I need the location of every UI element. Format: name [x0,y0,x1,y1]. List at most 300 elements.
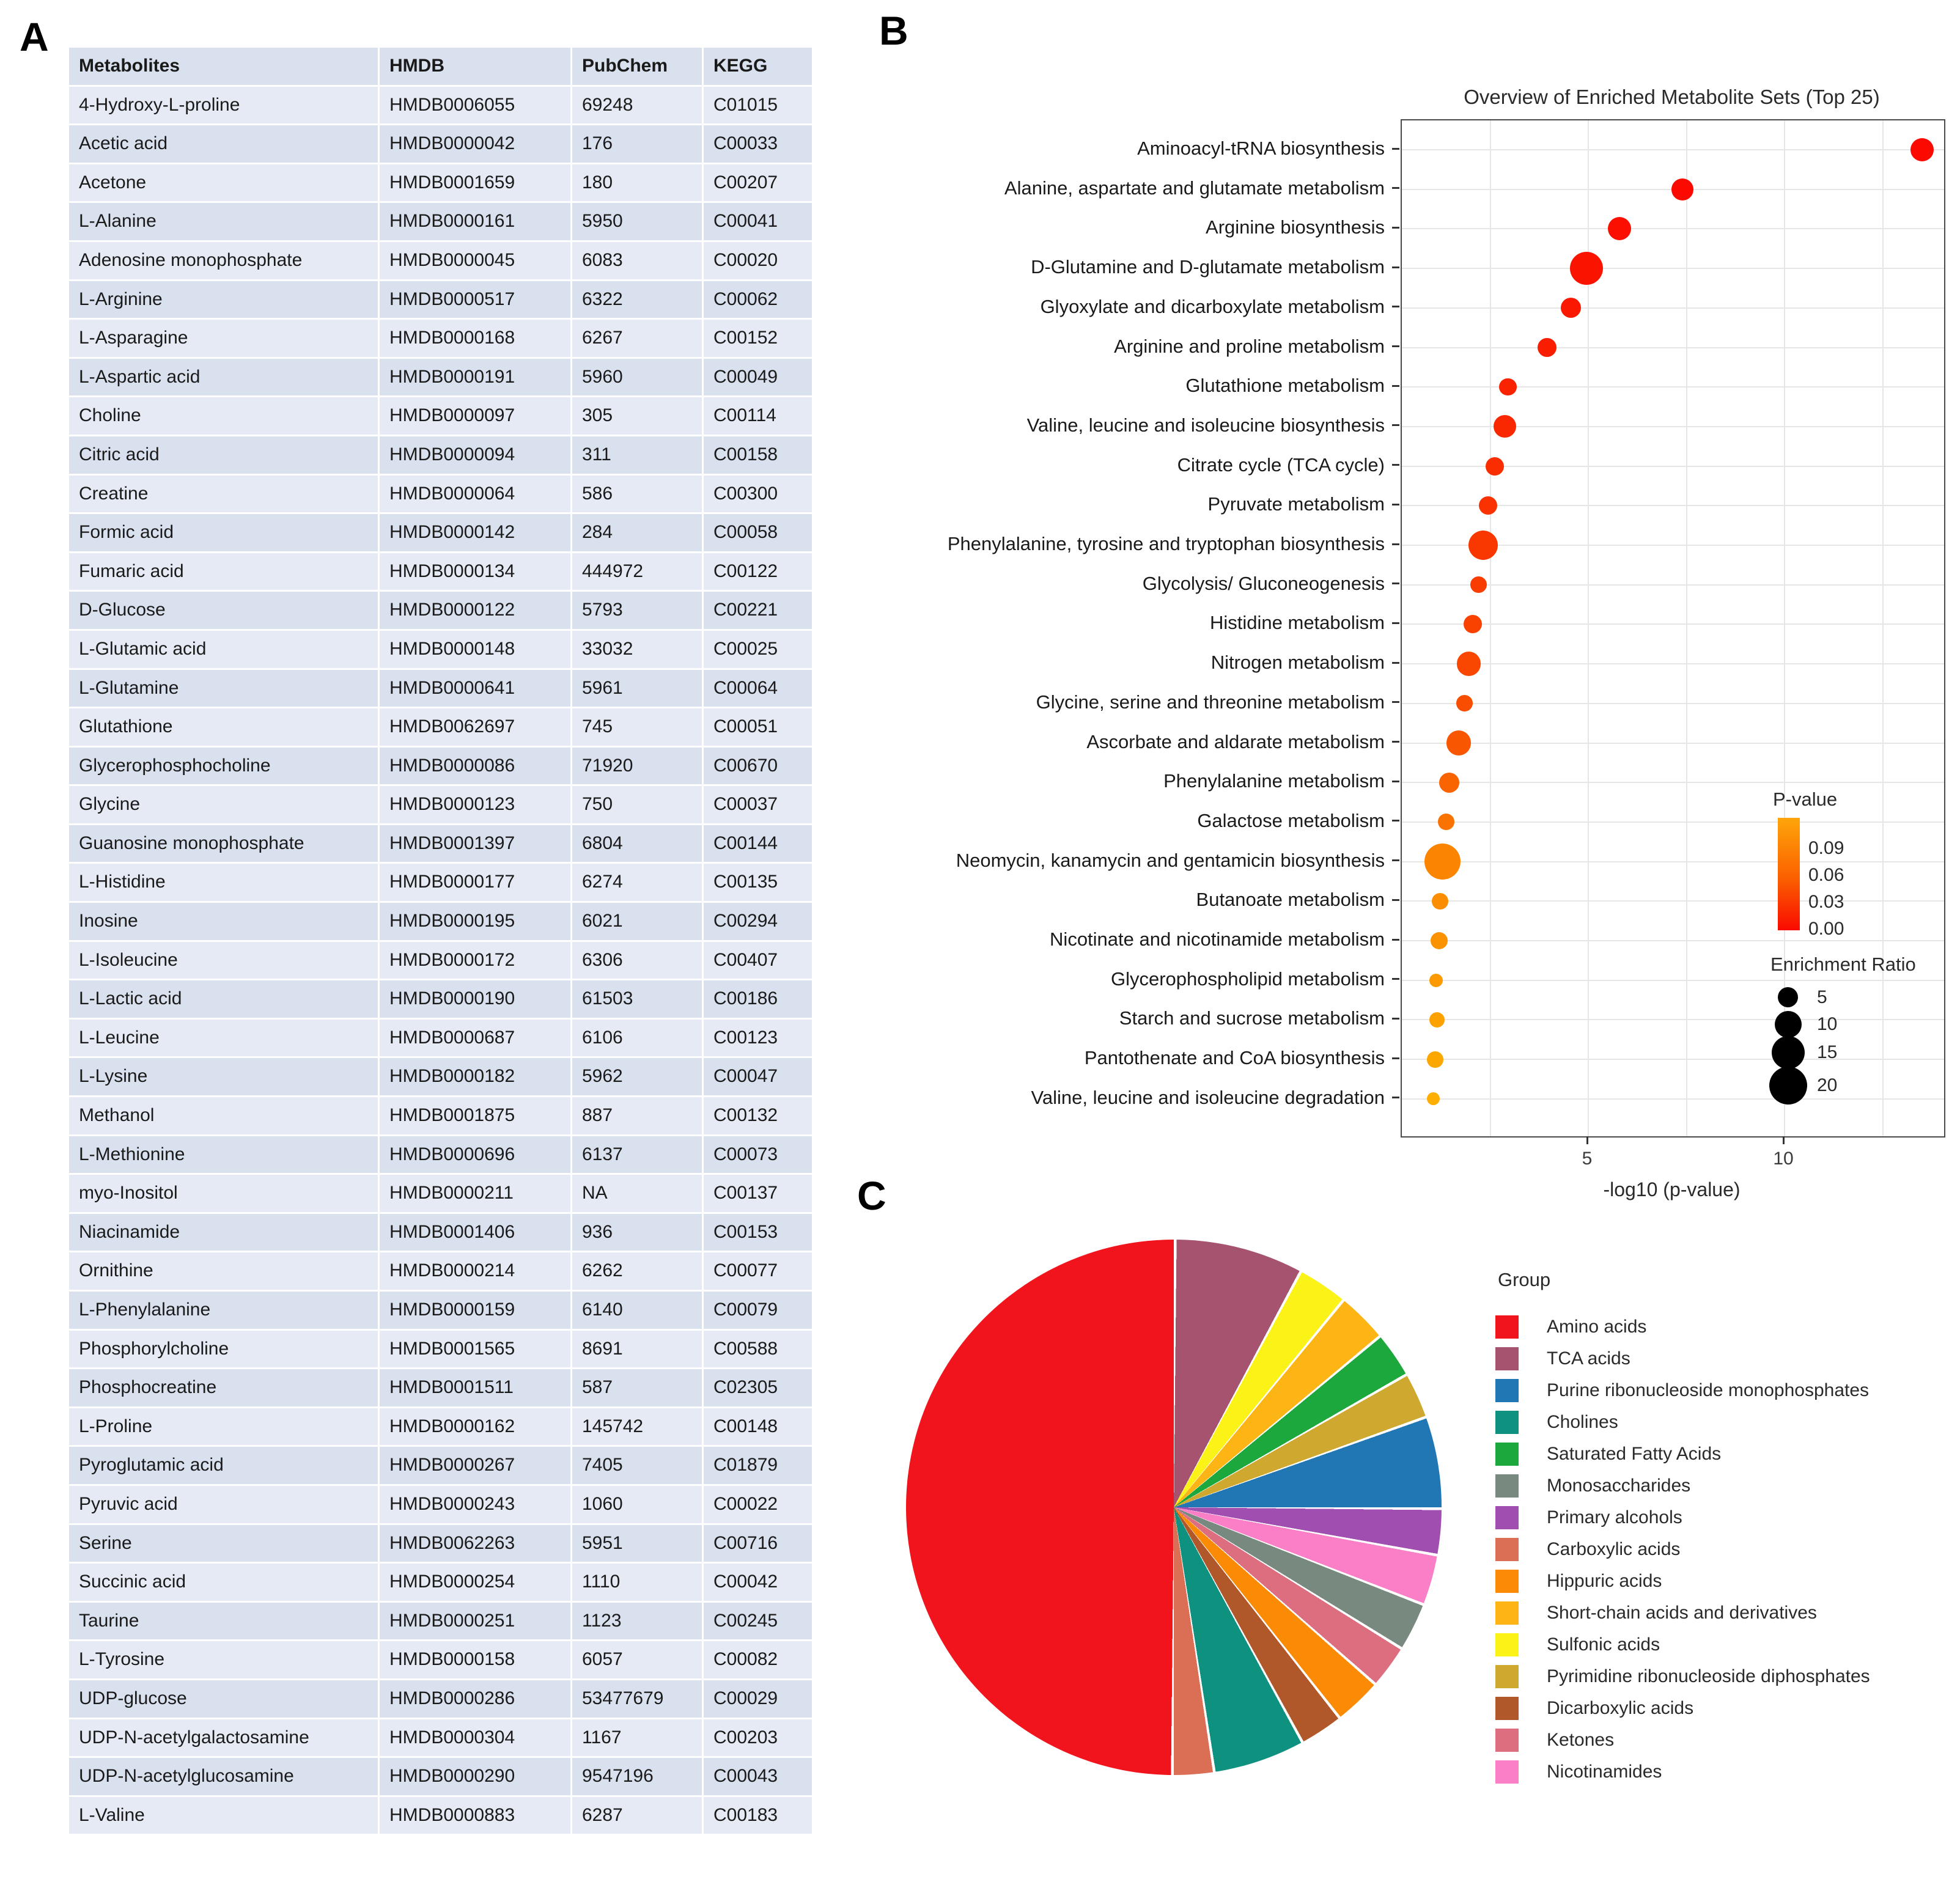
y-axis-tick [1392,859,1399,861]
x-axis-tick-label: 10 [1773,1149,1794,1169]
table-row-30-col-1: Niacinamide [69,1214,378,1251]
table-row-26-col-4: C00047 [704,1058,812,1095]
table-row-42-col-1: UDP-glucose [69,1680,378,1718]
table-row-2-col-2: HMDB0000042 [380,125,570,163]
y-axis-label: Phenylalanine metabolism [1163,770,1385,792]
pie-legend-label: Hippuric acids [1547,1571,1662,1591]
table-row-29-col-2: HMDB0000211 [380,1175,570,1212]
dotplot-title: Overview of Enriched Metabolite Sets (Top 25) [1464,86,1880,108]
table-row-26-col-1: L-Lysine [69,1058,378,1095]
y-axis-tick [1392,1057,1399,1059]
table-row-21-col-4: C00135 [704,864,812,901]
dotplot-plot-area [1401,119,1945,1138]
y-axis-label: Valine, leucine and isoleucine degradation [1031,1086,1385,1108]
table-row-43-col-4: C00203 [704,1719,812,1757]
gridline-v [1882,120,1884,1136]
table-row-41-col-4: C00082 [704,1641,812,1678]
y-axis-label: Glyoxylate and dicarboxylate metabolism [1040,295,1385,317]
pie-legend-swatch [1495,1506,1519,1529]
table-row-26-col-3: 5962 [572,1058,702,1095]
y-axis-label: Butanoate metabolism [1196,889,1385,911]
pie-legend-swatch [1495,1474,1519,1498]
table-row-11-col-4: C00300 [704,476,812,513]
table-row-10-col-4: C00158 [704,436,812,474]
gridline-h [1402,782,1944,783]
y-axis-tick [1392,701,1399,703]
pie-legend-label: Short-chain acids and derivatives [1547,1603,1817,1623]
pie-chart [906,1240,1442,1775]
table-row-11-col-3: 586 [572,476,702,513]
pie-legend-swatch [1495,1633,1519,1656]
table-row-36-col-3: 7405 [572,1447,702,1484]
table-row-7-col-1: L-Asparagine [69,320,378,357]
pie-legend-swatch [1495,1411,1519,1434]
table-row-33-col-3: 8691 [572,1331,702,1368]
table-row-8-col-3: 5960 [572,359,702,396]
table-row-34-col-2: HMDB0001511 [380,1369,570,1406]
table-row-4-col-2: HMDB0000161 [380,203,570,240]
x-axis-tick-label: 5 [1582,1149,1593,1169]
table-row-30-col-4: C00153 [704,1214,812,1251]
y-axis-label: Citrate cycle (TCA cycle) [1177,454,1385,476]
y-axis-tick [1392,385,1399,387]
table-row-43-col-1: UDP-N-acetylgalactosamine [69,1719,378,1757]
enrichment-ratio-legend-label: 15 [1817,1042,1838,1062]
table-row-42-col-4: C00029 [704,1680,812,1718]
table-row-38-col-3: 5951 [572,1525,702,1562]
table-row-25-col-4: C00123 [704,1020,812,1057]
table-row-8-col-2: HMDB0000191 [380,359,570,396]
table-row-11-col-2: HMDB0000064 [380,476,570,513]
table-row-29-col-4: C00137 [704,1175,812,1212]
table-row-35-col-3: 145742 [572,1408,702,1446]
table-row-5-col-3: 6083 [572,242,702,279]
data-point-24 [1427,1051,1443,1068]
table-row-38-col-1: Serine [69,1525,378,1562]
pie-legend-label: Pyrimidine ribonucleoside diphosphates [1547,1666,1870,1686]
gridline-h [1402,1098,1944,1100]
gridline-v [1490,120,1491,1136]
data-point-18 [1438,814,1454,830]
y-axis-tick [1392,820,1399,822]
x-axis-tick [1783,1136,1785,1144]
y-axis-label: Pyruvate metabolism [1207,493,1385,515]
y-axis-label: D-Glutamine and D-glutamate metabolism [1031,256,1385,278]
table-row-9-col-1: Choline [69,397,378,435]
table-row-4-col-1: L-Alanine [69,203,378,240]
data-point-5 [1561,298,1581,318]
gridline-h [1402,307,1944,309]
table-row-3-col-4: C00207 [704,164,812,202]
gridline-v [1784,120,1785,1136]
table-row-13-col-1: Fumaric acid [69,553,378,590]
y-axis-tick [1392,741,1399,743]
gridline-h [1402,663,1944,664]
y-axis-tick [1392,306,1399,307]
pie-legend-label: Saturated Fatty Acids [1547,1444,1722,1464]
table-row-43-col-3: 1167 [572,1719,702,1757]
x-axis-tick [1586,1136,1588,1144]
table-row-6-col-4: C00062 [704,281,812,318]
table-row-40-col-2: HMDB0000251 [380,1603,570,1640]
table-row-41-col-3: 6057 [572,1641,702,1678]
table-header-pubchem: PubChem [572,48,702,85]
y-axis-label: Aminoacyl-tRNA biosynthesis [1137,138,1385,159]
table-row-41-col-2: HMDB0000158 [380,1641,570,1678]
table-row-5-col-1: Adenosine monophosphate [69,242,378,279]
table-row-21-col-3: 6274 [572,864,702,901]
table-row-13-col-4: C00122 [704,553,812,590]
y-axis-label: Glutathione metabolism [1185,375,1385,397]
table-row-35-col-1: L-Proline [69,1408,378,1446]
table-row-25-col-3: 6106 [572,1020,702,1057]
data-point-4 [1570,252,1603,285]
pie-legend-swatch [1495,1379,1519,1402]
table-row-34-col-3: 587 [572,1369,702,1406]
table-row-15-col-3: 33032 [572,631,702,668]
pie-legend-swatch [1495,1601,1519,1625]
gridline-h [1402,1019,1944,1020]
table-row-10-col-3: 311 [572,436,702,474]
table-row-24-col-4: C00186 [704,980,812,1018]
table-row-2-col-4: C00033 [704,125,812,163]
table-row-15-col-2: HMDB0000148 [380,631,570,668]
table-row-17-col-3: 745 [572,708,702,746]
table-row-6-col-2: HMDB0000517 [380,281,570,318]
table-row-20-col-3: 6804 [572,825,702,862]
data-point-17 [1439,773,1459,793]
table-row-28-col-3: 6137 [572,1136,702,1174]
table-header-metabolites: Metabolites [69,48,378,85]
table-row-37-col-3: 1060 [572,1486,702,1523]
y-axis-tick [1392,148,1399,150]
y-axis-label: Histidine metabolism [1210,612,1385,634]
table-row-28-col-2: HMDB0000696 [380,1136,570,1174]
enrichment-ratio-legend-title: Enrichment Ratio [1770,954,1916,975]
table-row-19-col-1: Glycine [69,786,378,823]
table-row-3-col-1: Acetone [69,164,378,202]
y-axis-tick [1392,464,1399,466]
table-row-40-col-4: C00245 [704,1603,812,1640]
table-row-9-col-2: HMDB0000097 [380,397,570,435]
table-row-35-col-2: HMDB0000162 [380,1408,570,1446]
table-row-23-col-2: HMDB0000172 [380,942,570,979]
table-row-1-col-2: HMDB0006055 [380,87,570,124]
enrichment-ratio-legend-label: 20 [1817,1075,1838,1095]
table-row-42-col-2: HMDB0000286 [380,1680,570,1718]
table-row-32-col-1: L-Phenylalanine [69,1292,378,1329]
table-row-7-col-2: HMDB0000168 [380,320,570,357]
dotplot-x-axis-label: -log10 (p-value) [1603,1178,1741,1200]
y-axis-label: Nitrogen metabolism [1210,652,1385,674]
y-axis-tick [1392,662,1399,664]
pie-legend-label: TCA acids [1547,1348,1630,1369]
pie-legend-swatch [1495,1443,1519,1466]
table-row-31-col-1: Ornithine [69,1252,378,1290]
pie-legend-label: Dicarboxylic acids [1547,1698,1694,1718]
pie-legend-label: Amino acids [1547,1317,1647,1337]
y-axis-label: Alanine, aspartate and glutamate metabolism [1004,177,1385,199]
table-row-32-col-4: C00079 [704,1292,812,1329]
table-row-26-col-2: HMDB0000182 [380,1058,570,1095]
table-row-25-col-1: L-Leucine [69,1020,378,1057]
gridline-h [1402,861,1944,862]
panel-b-label: B [879,8,908,53]
table-row-38-col-2: HMDB0062263 [380,1525,570,1562]
table-row-37-col-1: Pyruvic acid [69,1486,378,1523]
table-row-45-col-4: C00183 [704,1797,812,1834]
table-row-19-col-3: 750 [572,786,702,823]
pvalue-legend-label: 0.06 [1808,865,1844,885]
table-row-17-col-2: HMDB0062697 [380,708,570,746]
table-header-kegg: KEGG [704,48,812,85]
table-row-27-col-1: Methanol [69,1097,378,1134]
table-row-23-col-4: C00407 [704,942,812,979]
table-row-9-col-3: 305 [572,397,702,435]
y-axis-label: Arginine biosynthesis [1206,216,1385,238]
gridline-h [1402,743,1944,744]
gridline-h [1402,822,1944,823]
y-axis-tick [1392,899,1399,901]
table-row-44-col-4: C00043 [704,1758,812,1795]
table-row-19-col-4: C00037 [704,786,812,823]
table-row-13-col-2: HMDB0000134 [380,553,570,590]
gridline-h [1402,268,1944,269]
table-row-18-col-4: C00670 [704,748,812,785]
data-point-25 [1427,1092,1440,1105]
table-row-30-col-3: 936 [572,1214,702,1251]
table-row-38-col-4: C00716 [704,1525,812,1562]
table-row-28-col-1: L-Methionine [69,1136,378,1174]
table-row-34-col-4: C02305 [704,1369,812,1406]
table-row-24-col-1: L-Lactic acid [69,980,378,1018]
table-row-39-col-1: Succinic acid [69,1564,378,1601]
table-row-24-col-3: 61503 [572,980,702,1018]
table-row-15-col-1: L-Glutamic acid [69,631,378,668]
y-axis-tick [1392,781,1399,782]
enrichment-ratio-legend-dot [1772,1036,1805,1069]
table-row-1-col-4: C01015 [704,87,812,124]
data-point-10 [1479,496,1497,515]
table-row-7-col-3: 6267 [572,320,702,357]
table-row-33-col-2: HMDB0001565 [380,1331,570,1368]
data-point-2 [1671,178,1693,200]
table-row-19-col-2: HMDB0000123 [380,786,570,823]
y-axis-tick [1392,187,1399,189]
data-point-12 [1470,576,1487,593]
pvalue-legend-title: P-value [1773,788,1838,810]
table-row-14-col-3: 5793 [572,592,702,629]
pie-legend-label: Primary alcohols [1547,1507,1682,1527]
gridline-v [1686,120,1687,1136]
enrichment-ratio-legend-label: 10 [1817,1014,1838,1034]
table-row-29-col-3: NA [572,1175,702,1212]
table-row-31-col-2: HMDB0000214 [380,1252,570,1290]
y-axis-label: Starch and sucrose metabolism [1119,1007,1385,1029]
y-axis-label: Neomycin, kanamycin and gentamicin biosynthesis [956,849,1385,871]
y-axis-tick [1392,424,1399,426]
pie-legend-label: Cholines [1547,1412,1618,1432]
table-row-6-col-1: L-Arginine [69,281,378,318]
table-row-33-col-1: Phosphorylcholine [69,1331,378,1368]
data-point-15 [1456,695,1473,711]
pie-legend-label: Nicotinamides [1547,1762,1662,1782]
table-row-5-col-2: HMDB0000045 [380,242,570,279]
table-row-10-col-2: HMDB0000094 [380,436,570,474]
table-row-23-col-1: L-Isoleucine [69,942,378,979]
pie-legend-swatch [1495,1315,1519,1339]
table-row-18-col-3: 71920 [572,748,702,785]
table-row-16-col-1: L-Glutamine [69,670,378,707]
pie-legend-label: Sulfonic acids [1547,1634,1660,1655]
enrichment-ratio-legend-dot [1769,1067,1807,1105]
table-header-hmdb: HMDB [380,48,570,85]
table-row-45-col-2: HMDB0000883 [380,1797,570,1834]
table-row-41-col-1: L-Tyrosine [69,1641,378,1678]
table-row-32-col-2: HMDB0000159 [380,1292,570,1329]
data-point-8 [1494,415,1516,438]
table-row-21-col-2: HMDB0000177 [380,864,570,901]
table-row-20-col-1: Guanosine monophosphate [69,825,378,862]
table-row-29-col-1: myo-Inositol [69,1175,378,1212]
y-axis-tick [1392,978,1399,980]
table-row-42-col-3: 53477679 [572,1680,702,1718]
y-axis-tick [1392,543,1399,545]
table-row-25-col-2: HMDB0000687 [380,1020,570,1057]
pie-legend-label: Purine ribonucleoside monophosphates [1547,1380,1870,1400]
table-row-37-col-2: HMDB0000243 [380,1486,570,1523]
table-row-44-col-1: UDP-N-acetylglucosamine [69,1758,378,1795]
data-point-13 [1464,615,1482,633]
table-row-15-col-4: C00025 [704,631,812,668]
table-row-36-col-4: C01879 [704,1447,812,1484]
table-row-20-col-2: HMDB0001397 [380,825,570,862]
y-axis-tick [1392,1018,1399,1020]
y-axis-label: Glycine, serine and threonine metabolism [1036,691,1385,713]
data-point-7 [1499,378,1517,396]
table-row-33-col-4: C00588 [704,1331,812,1368]
table-row-37-col-4: C00022 [704,1486,812,1523]
gridline-h [1402,623,1944,625]
table-row-12-col-1: Formic acid [69,514,378,551]
table-row-4-col-4: C00041 [704,203,812,240]
table-row-36-col-1: Pyroglutamic acid [69,1447,378,1484]
data-point-20 [1432,893,1448,910]
table-row-2-col-1: Acetic acid [69,125,378,163]
metabolite-table [69,48,814,1834]
table-row-45-col-3: 6287 [572,1797,702,1834]
panel-c-label: C [857,1173,886,1218]
table-row-5-col-4: C00020 [704,242,812,279]
table-row-27-col-2: HMDB0001875 [380,1097,570,1134]
pie-legend-swatch [1495,1347,1519,1370]
table-row-40-col-1: Taurine [69,1603,378,1640]
table-row-27-col-4: C00132 [704,1097,812,1134]
table-row-18-col-2: HMDB0000086 [380,748,570,785]
table-row-39-col-3: 1110 [572,1564,702,1601]
data-point-19 [1424,844,1461,880]
table-row-31-col-3: 6262 [572,1252,702,1290]
y-axis-tick [1392,939,1399,941]
data-point-9 [1486,457,1504,476]
table-row-39-col-2: HMDB0000254 [380,1564,570,1601]
y-axis-label: Glycerophospholipid metabolism [1110,968,1385,990]
gridline-h [1402,426,1944,427]
table-row-13-col-3: 444972 [572,553,702,590]
table-row-40-col-3: 1123 [572,1603,702,1640]
table-row-12-col-2: HMDB0000142 [380,514,570,551]
table-row-10-col-1: Citric acid [69,436,378,474]
table-row-3-col-3: 180 [572,164,702,202]
y-axis-tick [1392,266,1399,268]
table-row-35-col-4: C00148 [704,1408,812,1446]
gridline-h [1402,386,1944,388]
y-axis-label: Pantothenate and CoA biosynthesis [1084,1047,1385,1069]
y-axis-label: Glycolysis/ Gluconeogenesis [1142,572,1385,594]
pie-legend-title: Group [1498,1269,1551,1290]
gridline-h [1402,703,1944,704]
table-row-6-col-3: 6322 [572,281,702,318]
enrichment-ratio-legend-label: 5 [1817,987,1827,1007]
table-row-28-col-4: C00073 [704,1136,812,1174]
table-row-22-col-4: C00294 [704,903,812,940]
panel-a-label: A [20,14,49,59]
table-row-22-col-3: 6021 [572,903,702,940]
pvalue-legend-label: 0.00 [1808,919,1844,939]
table-row-22-col-1: Inosine [69,903,378,940]
table-row-44-col-2: HMDB0000290 [380,1758,570,1795]
gridline-h [1402,347,1944,348]
pvalue-gradient-bar [1778,818,1800,930]
pie-legend-swatch [1495,1729,1519,1752]
pvalue-legend-label: 0.09 [1808,838,1844,858]
pie-legend-swatch [1495,1697,1519,1720]
y-axis-label: Valine, leucine and isoleucine biosynthesis [1026,414,1385,436]
table-row-1-col-1: 4-Hydroxy-L-proline [69,87,378,124]
pie-legend-swatch [1495,1538,1519,1561]
pie-legend-label: Ketones [1547,1730,1615,1750]
table-row-14-col-2: HMDB0000122 [380,592,570,629]
gridline-h [1402,940,1944,941]
table-row-31-col-4: C00077 [704,1252,812,1290]
data-point-3 [1608,217,1631,240]
table-row-16-col-2: HMDB0000641 [380,670,570,707]
gridline-h [1402,228,1944,229]
data-point-11 [1468,531,1498,561]
table-row-2-col-3: 176 [572,125,702,163]
table-row-45-col-1: L-Valine [69,1797,378,1834]
data-point-1 [1910,138,1934,161]
table-row-12-col-3: 284 [572,514,702,551]
data-point-21 [1431,932,1448,950]
table-row-21-col-1: L-Histidine [69,864,378,901]
table-row-16-col-4: C00064 [704,670,812,707]
table-row-7-col-4: C00152 [704,320,812,357]
table-row-8-col-4: C00049 [704,359,812,396]
pie-legend-swatch [1495,1760,1519,1784]
table-row-18-col-1: Glycerophosphocholine [69,748,378,785]
table-row-11-col-1: Creatine [69,476,378,513]
y-axis-label: Phenylalanine, tyrosine and tryptophan biosynthesis [947,533,1385,554]
table-row-27-col-3: 887 [572,1097,702,1134]
gridline-h [1402,1059,1944,1060]
table-row-30-col-2: HMDB0001406 [380,1214,570,1251]
table-row-14-col-4: C00221 [704,592,812,629]
table-row-32-col-3: 6140 [572,1292,702,1329]
pie-legend-label: Carboxylic acids [1547,1539,1681,1559]
pie-legend-label: Monosaccharides [1547,1476,1691,1496]
table-row-16-col-3: 5961 [572,670,702,707]
